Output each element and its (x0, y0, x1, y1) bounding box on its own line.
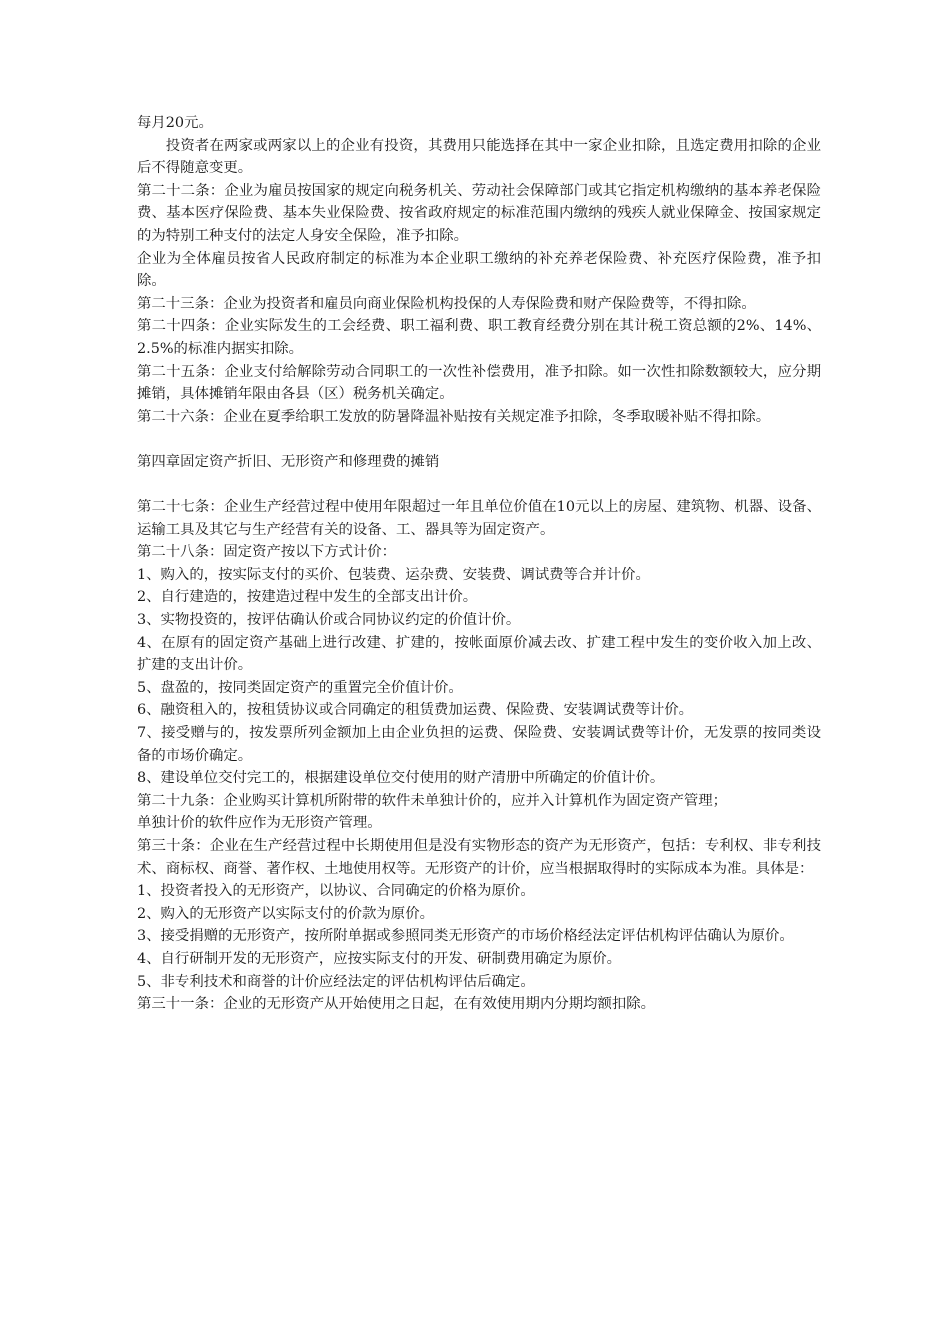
paragraph: 8、建设单位交付完工的，根据建设单位交付使用的财产清册中所确定的价值计价。 (137, 770, 665, 787)
paragraph: 2、购入的无形资产以实际支付的价款为原价。 (137, 905, 434, 922)
paragraph: 7、接受赠与的，按发票所列金额加上由企业负担的运费、保险费、安装调试费等计价，无发票的按同类设备的市场价确定。 (137, 725, 821, 764)
paragraph: 5、非专利技术和商誉的计价应经法定的评估机构评估后确定。 (137, 973, 535, 990)
paragraph: 第四章固定资产折旧、无形资产和修理费的摊销 (137, 453, 440, 470)
paragraph: 第二十七条：企业生产经营过程中使用年限超过一年且单位价值在10元以上的房屋、建筑物、机器、设备、运输工具及其它与生产经营有关的设备、工、器具等为固定资产。 (137, 499, 821, 538)
paragraph: 6、融资租入的，按租赁协议或合同确定的租赁费加运费、保险费、安装调试费等计价。 (137, 702, 694, 719)
paragraph: 第二十五条：企业支付给解除劳动合同职工的一次性补偿费用，准予扣除。如一次性扣除数额较大，应分期摊销，具体摊销年限由各县（区）税务机关确定。 (137, 363, 821, 403)
paragraph: 3、实物投资的，按评估确认价或合同协议约定的价值计价。 (137, 612, 521, 629)
paragraph: 第三十条：企业在生产经营过程中长期使用但是没有实物形态的资产为无形资产，包括：专利权、非专利技术、商标权、商誉、著作权、土地使用权等。无形资产的计价，应当根据取得时的实际成本为准。具体是： (137, 838, 821, 877)
paragraph: 2、自行建造的，按建造过程中发生的全部支出计价。 (137, 589, 478, 606)
paragraph: 每月20元。 (137, 115, 213, 131)
paragraph: 4、自行研制开发的无形资产，应按实际支付的开发、研制费用确定为原价。 (137, 950, 622, 967)
paragraph: 第三十一条：企业的无形资产从开始使用之日起，在有效使用期内分期均额扣除。 (137, 996, 656, 1013)
paragraph: 投资者在两家或两家以上的企业有投资，其费用只能选择在其中一家企业扣除，且选定费用扣除的企业后不得随意变更。 (137, 137, 821, 177)
paragraph: 第二十六条：企业在夏季给职工发放的防暑降温补贴按有关规定准予扣除，冬季取暖补贴不得扣除。 (137, 408, 771, 425)
paragraph: 第二十四条：企业实际发生的工会经费、职工福利费、职工教育经费分别在其计税工资总额的2%、14%、2.5%的标准内据实扣除。 (137, 318, 821, 357)
paragraph: 第二十八条：固定资产按以下方式计价： (137, 544, 397, 561)
paragraph: 1、投资者投入的无形资产，以协议、合同确定的价格为原价。 (137, 883, 535, 900)
paragraph: 企业为全体雇员按省人民政府制定的标准为本企业职工缴纳的补充养老保险费、补充医疗保险费，准予扣除。 (137, 250, 821, 290)
paragraph: 第二十二条：企业为雇员按国家的规定向税务机关、劳动社会保障部门或其它指定机构缴纳的基本养老保险费、基本医疗保险费、基本失业保险费、按省政府规定的标准范围内缴纳的残疾人就业保障金、按国家规定的为特别工种支付的法定人身安全保险，准予扣除。 (137, 182, 821, 244)
document-body (137, 112, 821, 1016)
paragraph: 单独计价的软件应作为无形资产管理。 (137, 815, 382, 832)
paragraph: 第二十三条：企业为投资者和雇员向商业保险机构投保的人寿保险费和财产保险费等，不得扣除。 (137, 295, 756, 312)
paragraph: 5、盘盈的，按同类固定资产的重置完全价值计价。 (137, 679, 463, 696)
paragraph: 4、在原有的固定资产基础上进行改建、扩建的，按帐面原价减去改、扩建工程中发生的变价收入加上改、扩建的支出计价。 (137, 634, 821, 674)
paragraph: 1、购入的，按实际支付的买价、包装费、运杂费、安装费、调试费等合并计价。 (137, 566, 650, 583)
paragraph: 第二十九条：企业购买计算机所附带的软件未单独计价的，应并入计算机作为固定资产管理； (137, 792, 728, 809)
paragraph: 3、接受捐赠的无形资产，按所附单据或参照同类无形资产的市场价格经法定评估机构评估确认为原价。 (137, 928, 794, 945)
